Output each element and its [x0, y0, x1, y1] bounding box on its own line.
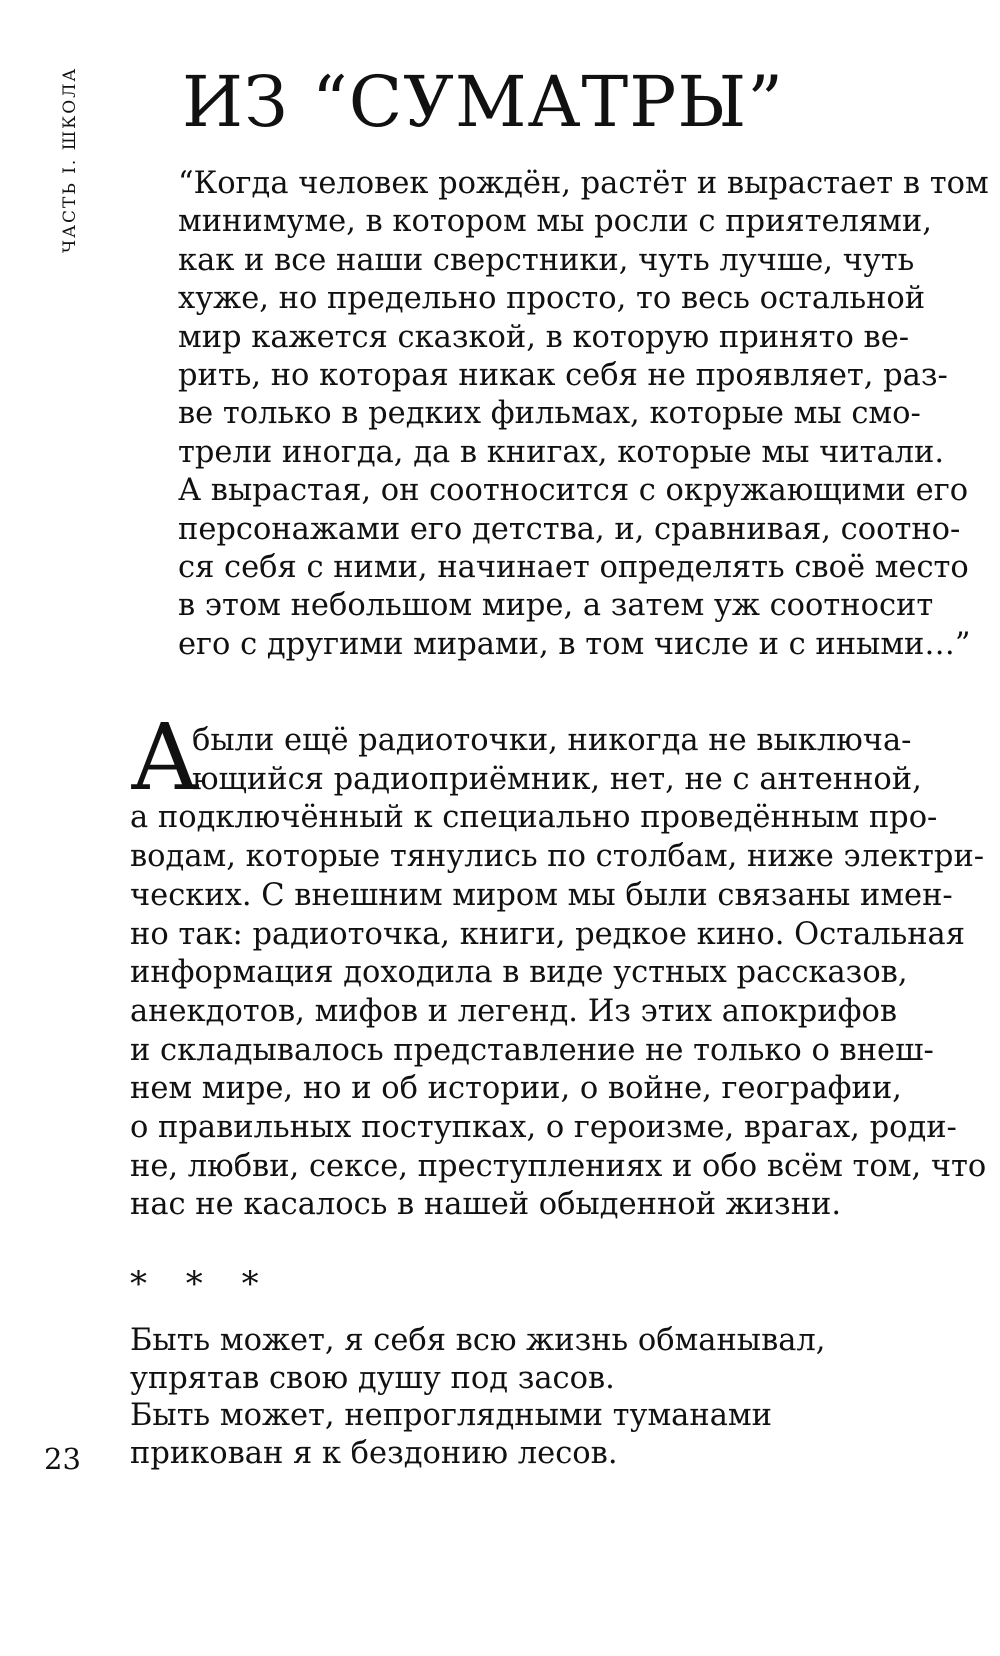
verse-line: упрятав свою душу под засов.: [130, 1360, 615, 1396]
body-line: но так: радиоточка, книги, редкое кино. Остальная: [130, 916, 965, 952]
epigraph-line: “Когда человек рождён, растёт и вырастает в том: [178, 166, 989, 201]
epigraph-line: как и все наши сверстники, чуть лучше, чуть: [178, 242, 915, 278]
body-line: анекдотов, мифов и легенд. Из этих апокрифов: [130, 993, 897, 1029]
body-line: водам, которые тянулись по столбам, ниже электри-: [130, 839, 985, 875]
epigraph-line: ве только в редких фильмах, которые мы смо-: [178, 396, 921, 432]
body-line: а подключённый к специально проведённым про-: [130, 800, 938, 836]
body-line: нас не касалось в нашей обыденной жизни.: [130, 1187, 842, 1223]
epigraph-line: А вырастая, он соотносится с окружающими его: [178, 473, 969, 509]
page-number: 23: [44, 1442, 81, 1476]
verse-line: прикован я к бездонию лесов.: [130, 1435, 618, 1471]
epigraph-line: трели иногда, да в книгах, которые мы читали.: [178, 434, 945, 470]
chapter-title: ИЗ “СУМАТРЫ”: [182, 61, 784, 143]
verse: [130, 1322, 890, 1472]
epigraph-line: минимуме, в котором мы росли с приятелями,: [178, 204, 932, 240]
epigraph: [178, 165, 989, 664]
body-line: ющийся радиоприёмник, нет, не с антенной,: [192, 761, 922, 797]
verse-line: Быть может, непроглядными туманами: [130, 1398, 772, 1433]
running-head: ЧАСТЬ I. ШКОЛА: [60, 66, 80, 254]
section-separator: * * *: [130, 1264, 273, 1304]
drop-cap: А: [130, 704, 200, 811]
body-line: не, любви, сексе, преступлениях и обо всём том, что: [130, 1148, 987, 1184]
epigraph-line: персонажами его детства, и, сравнивая, соотно-: [178, 511, 961, 547]
epigraph-line: ся себя с ними, начинает определять своё место: [178, 550, 969, 586]
body-line: нем мире, но и об истории, о войне, географии,: [130, 1071, 902, 1107]
body-line: информация доходила в виде устных рассказов,: [130, 955, 908, 991]
body-line: были ещё радиоточки, никогда не выключа-: [192, 723, 912, 758]
body-line: и складывалось представление не только о внеш-: [130, 1032, 934, 1068]
body-line: о правильных поступках, о героизме, врагах, роди-: [130, 1110, 957, 1146]
body-line: ческих. С внешним миром мы были связаны имен-: [130, 877, 953, 913]
verse-line: Быть может, я себя всю жизнь обманывал,: [130, 1323, 826, 1358]
epigraph-line: его с другими мирами, в том числе и с иными…”: [178, 626, 971, 662]
epigraph-line: мир кажется сказкой, в которую принято ве-: [178, 319, 910, 355]
epigraph-line: хуже, но предельно просто, то весь остальной: [178, 281, 926, 317]
epigraph-line: в этом небольшом мире, а затем уж соотносит: [178, 588, 934, 624]
epigraph-line: рить, но которая никак себя не проявляет, раз-: [178, 358, 948, 394]
body-paragraph: [130, 722, 987, 1225]
